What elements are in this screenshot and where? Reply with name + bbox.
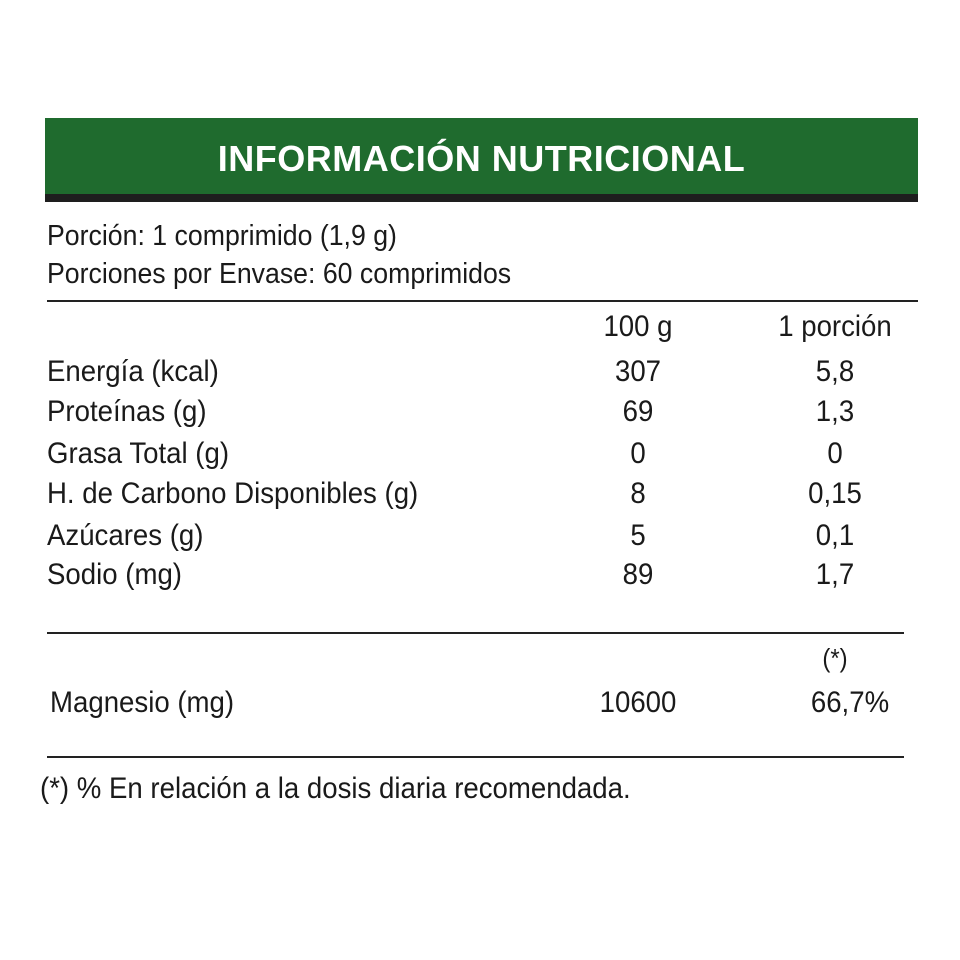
nutrient-row-magnesium [0, 686, 960, 726]
divider-top [47, 300, 918, 302]
nutrient-row-sodium [0, 558, 960, 598]
portions-per-container: Porciones por Envase: 60 comprimidos [47, 258, 512, 290]
divider-middle [47, 632, 904, 634]
page-title: INFORMACIÓN NUTRICIONAL [217, 138, 746, 179]
nutrient-label: Proteínas (g) [47, 395, 207, 428]
nutrient-label: Azúcares (g) [47, 519, 204, 552]
nutrient-value-portion: 5,8 [815, 355, 855, 388]
nutrient-value-portion: 1,3 [815, 395, 855, 428]
nutrient-label: H. de Carbono Disponibles (g) [47, 477, 419, 510]
asterisk-marker: (*) [822, 643, 848, 673]
nutrient-value-portion: 0 [827, 437, 843, 470]
column-header-row [0, 310, 960, 350]
nutrient-value-portion: 0,15 [808, 477, 862, 510]
nutrient-value-100g: 69 [622, 395, 654, 428]
nutrient-label: Magnesio (mg) [50, 686, 235, 719]
nutrient-row-fat [0, 437, 960, 477]
divider-bottom [47, 756, 904, 758]
nutrient-value-100g: 5 [630, 519, 646, 552]
title-banner [45, 118, 918, 202]
nutrient-value-100g: 0 [630, 437, 646, 470]
column-header-100g: 100 g [603, 310, 673, 343]
nutrient-value-100g: 10600 [599, 686, 677, 719]
nutrient-value-portion: 0,1 [815, 519, 855, 552]
nutrient-value-portion: 1,7 [815, 558, 855, 591]
column-header-portion: 1 porción [778, 310, 892, 343]
nutrient-value-portion: 66,7% [810, 686, 890, 719]
nutrient-row-protein [0, 395, 960, 435]
footnote: (*) % En relación a la dosis diaria recomendada. [40, 772, 631, 805]
portion-size: Porción: 1 comprimido (1,9 g) [47, 220, 397, 252]
nutrient-row-energy [0, 355, 960, 395]
nutrient-value-100g: 307 [614, 355, 662, 388]
nutrient-label: Grasa Total (g) [47, 437, 230, 470]
nutrient-row-carbs [0, 477, 960, 517]
nutrient-label: Sodio (mg) [47, 558, 182, 591]
nutrient-row-sugars [0, 519, 960, 559]
nutrient-value-100g: 8 [630, 477, 646, 510]
nutrient-label: Energía (kcal) [47, 355, 219, 388]
asterisk-row [0, 643, 960, 683]
nutrient-value-100g: 89 [622, 558, 654, 591]
